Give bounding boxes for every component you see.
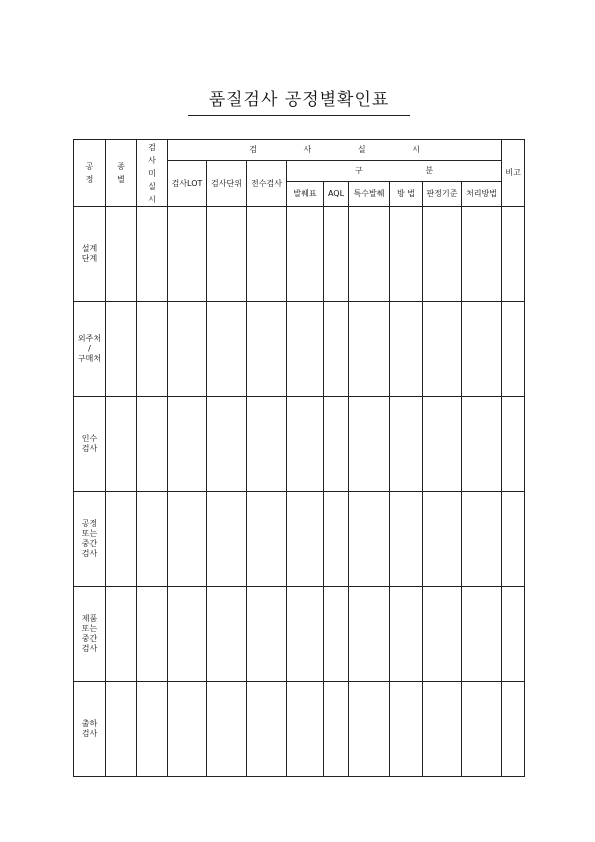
table-row [74,682,525,777]
row-label [74,682,106,777]
entry-cell[interactable] [462,397,502,492]
entry-cell[interactable] [502,587,525,682]
row-label-line: 검사 [81,444,98,453]
entry-cell[interactable] [502,207,525,302]
entry-cell[interactable] [423,397,462,492]
entry-cell[interactable] [423,492,462,587]
entry-cell[interactable] [207,207,247,302]
row-label-line: 설계 [81,244,98,253]
table-row [74,397,525,492]
header-criteria: 판정기준 [423,182,462,207]
row-label [74,207,106,302]
row-label [74,492,106,587]
entry-cell[interactable] [247,207,287,302]
entry-cell[interactable] [106,207,137,302]
table-row [74,302,525,397]
header-method: 방 법 [390,182,423,207]
header-full: 전수검사 [247,161,287,207]
row-label-line: / [88,344,91,353]
row-label [74,302,106,397]
entry-cell[interactable] [324,587,349,682]
entry-cell[interactable] [287,587,324,682]
header-lot: 검사LOT [168,161,207,207]
header-not-inspected: 검사미실시 [137,140,168,207]
entry-cell[interactable] [462,302,502,397]
row-label-line: 중간 [81,634,98,643]
header-sampling-table: 발췌표 [287,182,324,207]
entry-cell[interactable] [287,492,324,587]
entry-cell[interactable] [168,207,207,302]
row-label-line: 공정 [81,519,98,528]
entry-cell[interactable] [247,302,287,397]
entry-cell[interactable] [423,587,462,682]
header-unit: 검사단위 [207,161,247,207]
entry-cell[interactable] [324,397,349,492]
row-label-line: 제품 [81,614,98,623]
entry-cell[interactable] [207,587,247,682]
entry-cell[interactable] [502,492,525,587]
entry-cell[interactable] [287,302,324,397]
inspection-table [73,139,525,777]
header-inspection-done: 검 사 실 시 [168,140,502,161]
table-row [74,587,525,682]
entry-cell[interactable] [287,397,324,492]
entry-cell[interactable] [137,682,168,777]
entry-cell[interactable] [462,492,502,587]
entry-cell[interactable] [247,587,287,682]
entry-cell[interactable] [502,397,525,492]
entry-cell[interactable] [106,682,137,777]
entry-cell[interactable] [324,682,349,777]
entry-cell[interactable] [390,207,423,302]
entry-cell[interactable] [168,302,207,397]
entry-cell[interactable] [106,397,137,492]
entry-cell[interactable] [137,207,168,302]
title-underline [188,115,410,116]
entry-cell[interactable] [390,397,423,492]
entry-cell[interactable] [349,302,390,397]
entry-cell[interactable] [287,207,324,302]
header-process: 공정 [74,140,106,207]
row-label [74,397,106,492]
header-category: 종별 [106,140,137,207]
entry-cell[interactable] [349,587,390,682]
entry-cell[interactable] [390,302,423,397]
header-special-sampling: 특수발췌 [349,182,390,207]
row-label-line: 또는 [81,624,98,633]
row-label-line: 또는 [81,529,98,538]
entry-cell[interactable] [207,492,247,587]
entry-cell[interactable] [324,492,349,587]
row-label-line: 구매처 [77,354,102,363]
entry-cell[interactable] [423,207,462,302]
row-label-line: 검사 [81,729,98,738]
document-title: 품질검사 공정별확인표 [208,90,390,110]
row-label-line: 검사 [81,644,98,653]
entry-cell[interactable] [349,207,390,302]
entry-cell[interactable] [207,682,247,777]
entry-cell[interactable] [390,492,423,587]
header-remarks: 비고 [502,140,525,207]
entry-cell[interactable] [207,302,247,397]
row-label [74,587,106,682]
entry-cell[interactable] [106,302,137,397]
row-label-line: 중간 [81,539,98,548]
row-label-line: 단계 [81,254,98,263]
entry-cell[interactable] [287,682,324,777]
entry-cell[interactable] [168,587,207,682]
header-division: 구 분 [287,161,502,182]
entry-cell[interactable] [137,587,168,682]
entry-cell[interactable] [390,587,423,682]
entry-cell[interactable] [168,492,207,587]
table-row [74,492,525,587]
entry-cell[interactable] [247,397,287,492]
header-disposal: 처리방법 [462,182,502,207]
entry-cell[interactable] [349,682,390,777]
entry-cell[interactable] [106,492,137,587]
entry-cell[interactable] [137,492,168,587]
entry-cell[interactable] [462,587,502,682]
entry-cell[interactable] [502,302,525,397]
entry-cell[interactable] [168,397,207,492]
entry-cell[interactable] [349,492,390,587]
entry-cell[interactable] [462,207,502,302]
entry-cell[interactable] [168,682,207,777]
entry-cell[interactable] [207,397,247,492]
entry-cell[interactable] [247,682,287,777]
header-aql: AQL [324,182,349,207]
entry-cell[interactable] [106,587,137,682]
entry-cell[interactable] [462,682,502,777]
row-label-line: 검사 [81,549,98,558]
row-label-line: 인수 [81,434,98,443]
entry-cell[interactable] [137,302,168,397]
row-label-line: 외주처 [77,334,102,343]
entry-cell[interactable] [247,492,287,587]
table-row [74,207,525,302]
entry-cell[interactable] [390,682,423,777]
entry-cell[interactable] [324,302,349,397]
entry-cell[interactable] [423,302,462,397]
entry-cell[interactable] [137,397,168,492]
row-label-line: 출하 [81,719,98,728]
title-block [188,88,410,112]
entry-cell[interactable] [324,207,349,302]
entry-cell[interactable] [423,682,462,777]
entry-cell[interactable] [349,397,390,492]
entry-cell[interactable] [502,682,525,777]
